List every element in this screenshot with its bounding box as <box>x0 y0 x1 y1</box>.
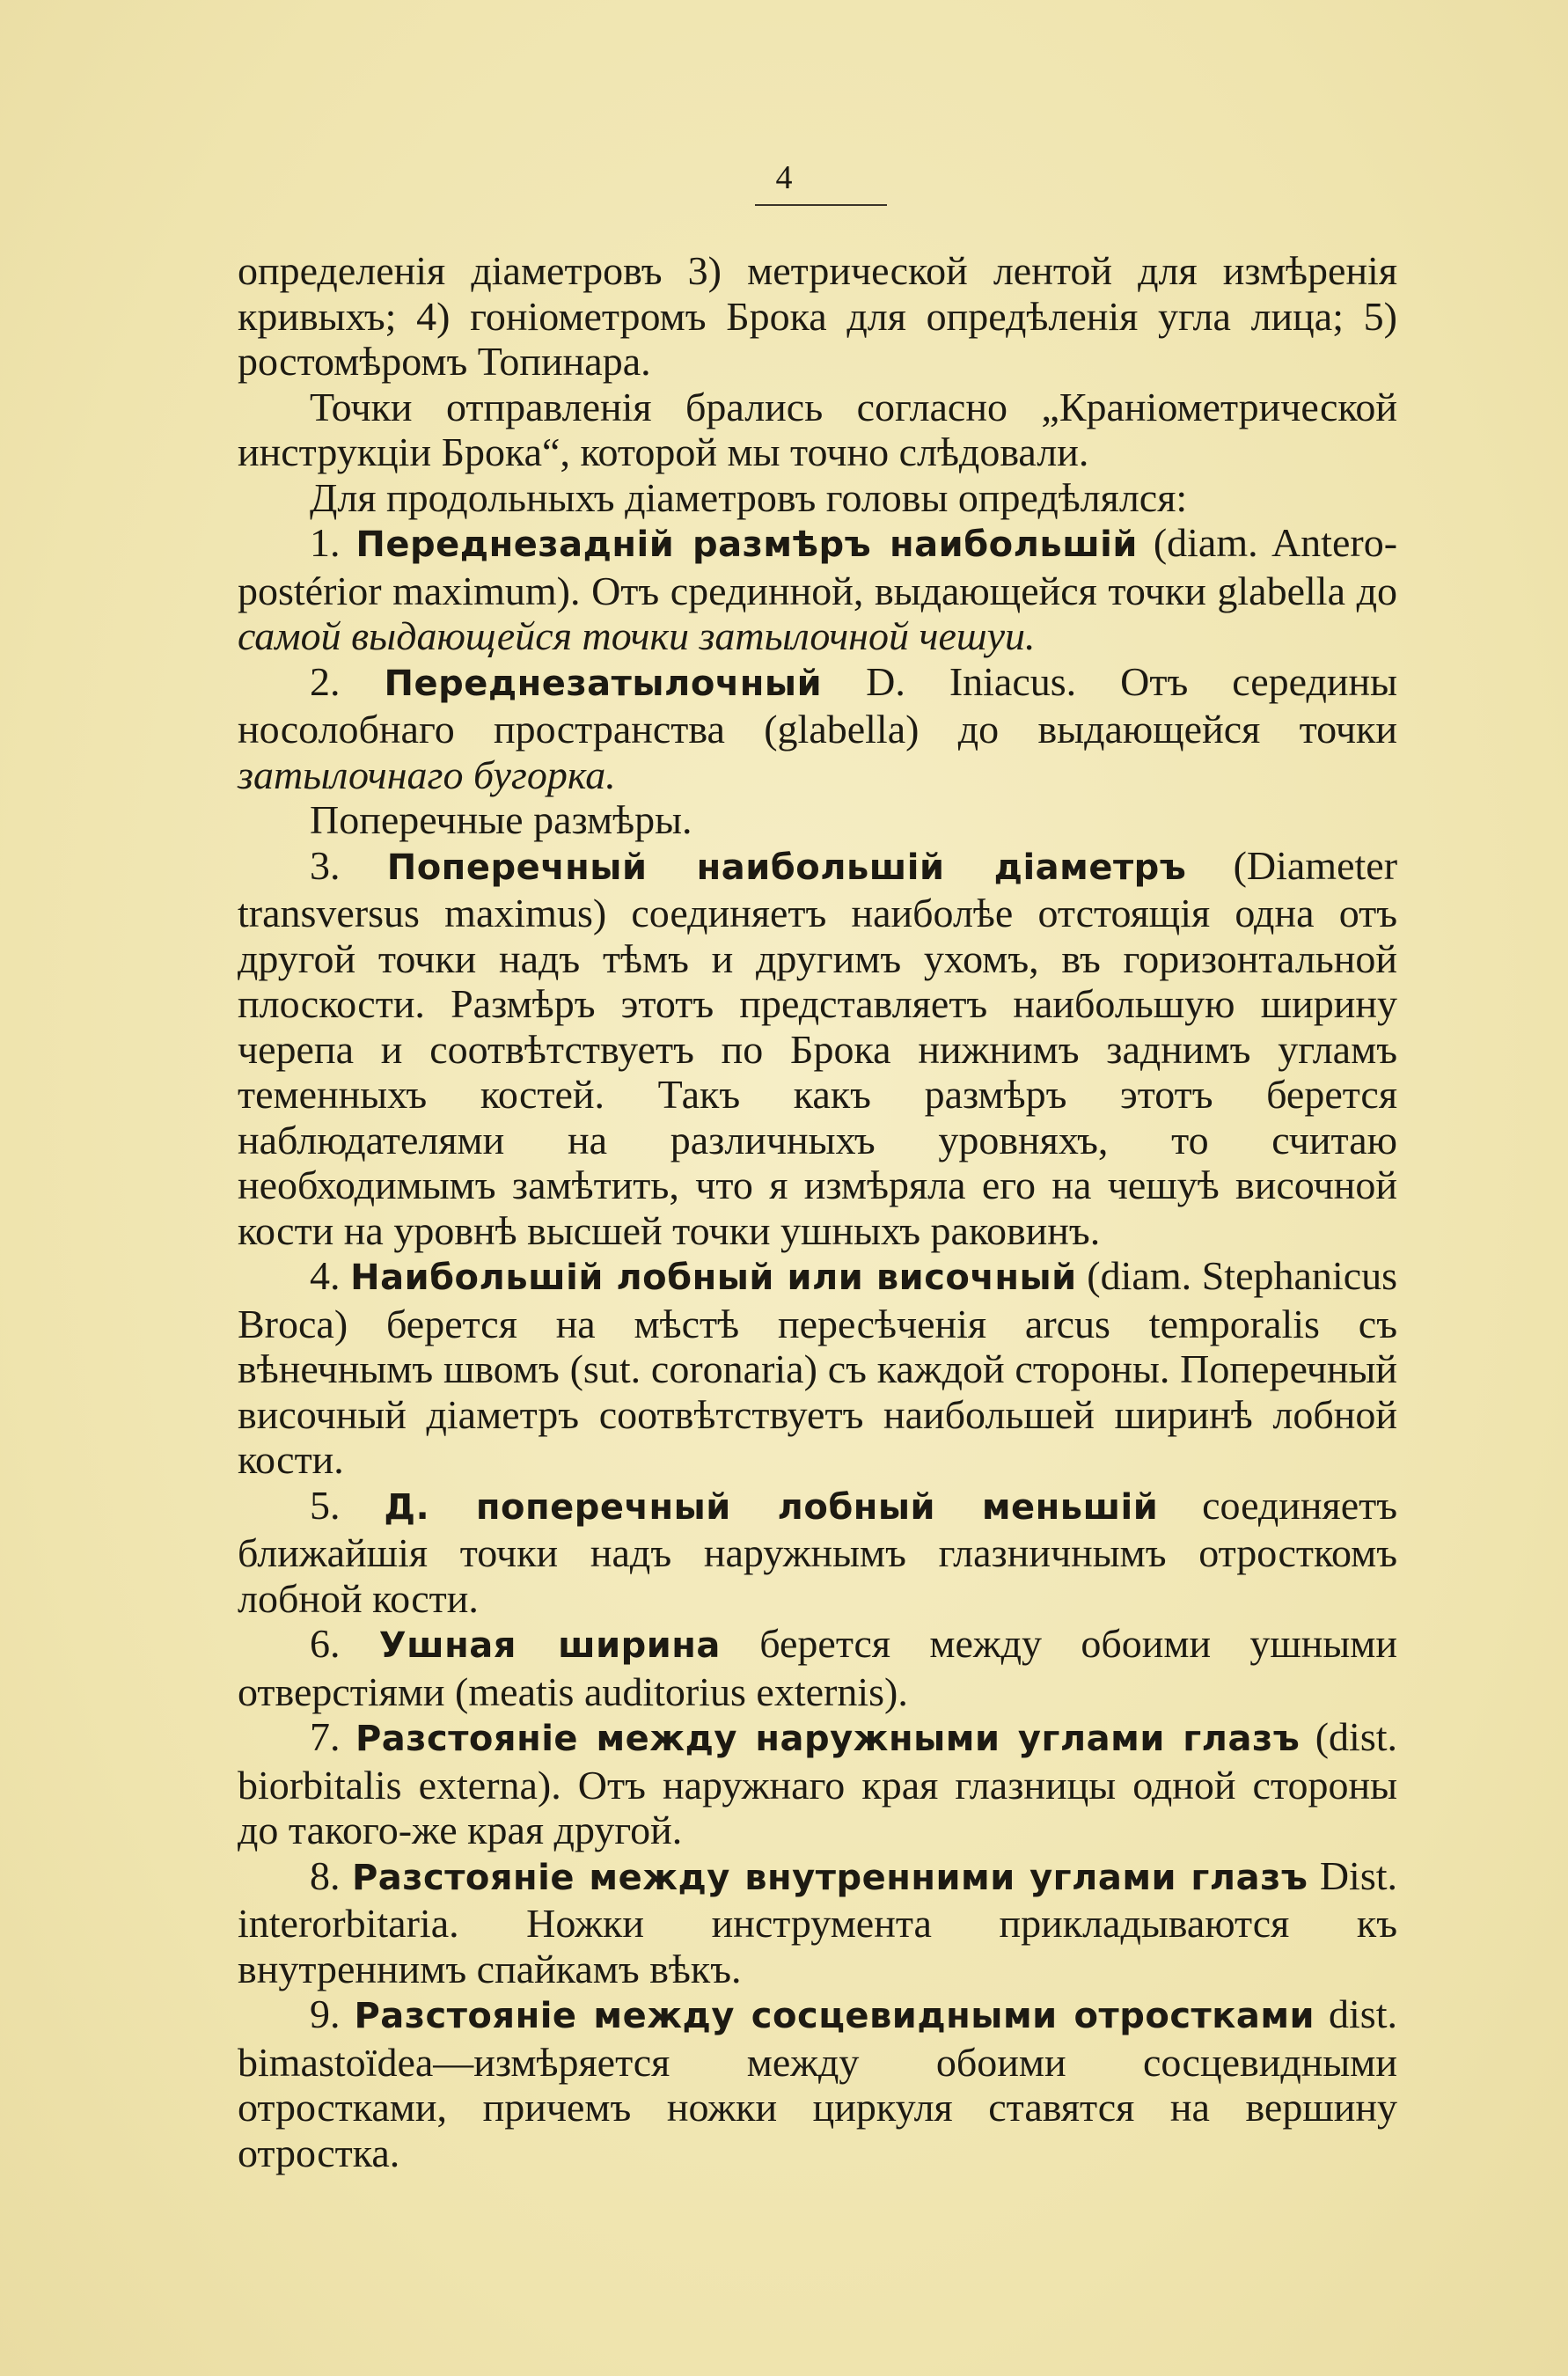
term-heading: Разстояніе между сосцевидными отростками <box>354 1996 1315 2036</box>
paragraph-p3 <box>238 520 1397 659</box>
text-run: 2. <box>310 658 385 704</box>
term-heading: Разстояніе между внутренними углами глазъ <box>351 1857 1308 1898</box>
text-run: (Diameter transversus maximus) соединяетъ наиболѣе отстоящія одна отъ другой точки надъ тѣмъ и другимъ ухомъ, въ горизонтальной плоскости. Размѣръ этотъ представляетъ наибольшую ширину черепа и соотвѣтствуетъ по Брока нижнимъ заднимъ угламъ теменныхъ костей. Такъ какъ размѣръ этотъ берется наблюдателями на различныхъ уровняхъ, то считаю необходимымъ замѣтить, что я измѣряла его на чешуѣ височной кости на уровнѣ высшей точки ушныхъ раковинъ. <box>238 842 1398 1253</box>
italic-text: самой выдающейся точки затылочной чешуи. <box>238 613 1036 658</box>
text-run: определенія діаметровъ 3) метрической лентой для измѣренія кривыхъ; 4) гоніометромъ Брока для опредѣленія угла лица; 5) ростомѣромъ Топинара. <box>238 248 1397 384</box>
paragraph-p2 <box>238 475 1397 521</box>
text-run: Dist. interorbitaria. Ножки инструмента прикладываются къ внутреннимъ спайкамъ вѣкъ. <box>238 1852 1398 1991</box>
paragraph-p6 <box>238 843 1397 1254</box>
term-heading: Переднезатылочный <box>384 663 823 704</box>
text-run: Поперечные размѣры. <box>310 797 692 842</box>
term-heading: Наибольшій лобный или височный <box>350 1258 1077 1298</box>
paragraph-p1 <box>238 385 1397 475</box>
term-heading: Переднезадній размѣръ наибольшій <box>355 524 1138 565</box>
text-run: 8. <box>310 1852 352 1898</box>
text-run: 9. <box>310 1991 355 2036</box>
term-heading: Разстояніе между наружными углами глазъ <box>355 1719 1301 1759</box>
paragraph-p12 <box>238 1991 1397 2175</box>
paragraph-p0 <box>238 248 1397 385</box>
page-number-rule <box>755 204 887 206</box>
text-run: (diam. Stephanicus Broca) берется на мѣстѣ пересѣченія arcus temporalis съ вѣнечнымъ швомъ (sut. coronaria) съ каждой стороны. Поперечный височный діаметръ соотвѣтствуетъ наибольшей ширинѣ лобной кости. <box>238 1253 1398 1482</box>
paragraph-p7 <box>238 1253 1397 1483</box>
paragraph-p5 <box>238 797 1397 843</box>
text-run: 6. <box>310 1621 379 1666</box>
italic-text: затылочнаго бугорка. <box>238 752 616 797</box>
text-run: берется между обоими ушными отверстіями (meatis auditorius externis). <box>238 1621 1398 1714</box>
text-run: соединяетъ ближайшія точки надъ наружнымъ глазничнымъ отросткомъ лобной кости. <box>238 1482 1397 1621</box>
text-run: Для продольныхъ діаметровъ головы опредѣлялся: <box>310 474 1188 520</box>
body-text <box>238 248 1397 2175</box>
term-heading: Поперечный наибольшій діаметръ <box>386 847 1187 888</box>
text-run: 4. <box>310 1253 351 1298</box>
paragraph-p8 <box>238 1483 1397 1622</box>
paragraph-p4 <box>238 659 1397 798</box>
text-run: 1. <box>310 520 356 565</box>
term-heading: Ушная ширина <box>378 1625 721 1666</box>
term-heading: Д. поперечный лобный меньшій <box>384 1486 1159 1528</box>
paragraph-p11 <box>238 1853 1397 1992</box>
paragraph-p9 <box>238 1621 1397 1714</box>
text-run: (diam. Antero-postérior maximum). Отъ срединной, выдающейся точки glabella до <box>238 520 1398 613</box>
text-run: 7. <box>310 1714 355 1759</box>
text-run: dist. bimastoïdea—измѣряется между обоими сосцевидными отростками, причемъ ножки циркуля ставятся на вершину отростка. <box>238 1991 1397 2175</box>
text-run: 5. <box>310 1482 385 1528</box>
text-run: (dist. biorbitalis externa). Отъ наружнаго края глазницы одной стороны до такого-же края другой. <box>238 1714 1398 1852</box>
text-run: D. Iniacus. Отъ середины носолобнаго пространства (glabella) до выдающейся точки <box>238 658 1397 752</box>
text-run: 3. <box>310 842 387 888</box>
page-number: 4 <box>775 159 793 196</box>
text-run: Точки отправленія брались согласно „Краніометрической инструкціи Брока“, которой мы точно слѣдовали. <box>238 384 1397 474</box>
paragraph-p10 <box>238 1714 1397 1853</box>
